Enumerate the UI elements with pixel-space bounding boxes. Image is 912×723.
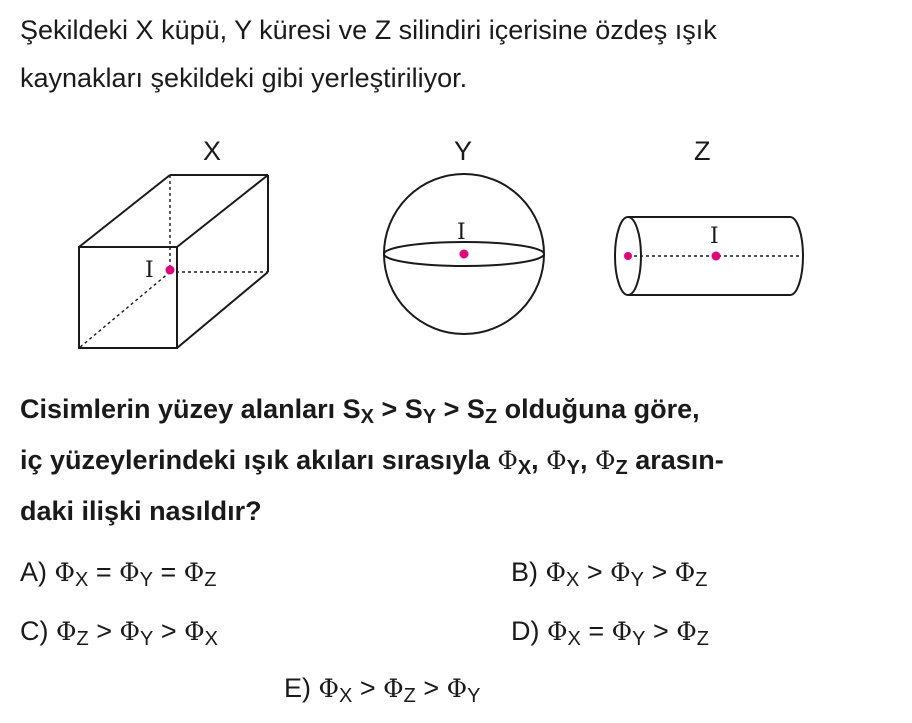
option-operator: > [645,616,677,646]
sphere-source-label: I [457,220,466,245]
phi-symbol: Φ [676,617,697,646]
option-operator: > [643,557,675,587]
phi-symbol: Φ [611,617,633,646]
cube-light-source [166,266,175,275]
cube-top-right-edge [177,175,268,247]
option-subscript: Y [139,569,153,591]
option-subscript: Z [695,569,708,591]
option-b[interactable] [511,556,707,591]
option-operator: > [352,673,384,703]
phi-symbol: Φ [56,617,77,646]
question-op-2: > S [436,394,485,424]
cube-figure [79,175,268,348]
phi-symbol: Φ [383,674,404,703]
option-subscript: Z [403,685,416,707]
phi-symbol: Φ [545,558,567,587]
cylinder-light-source [712,252,721,261]
intro-line-1: Şekildeki X küpü, Y küresi ve Z silindiri içerisine özdeş ışık [20,15,717,45]
sphere-label: Y [454,136,473,166]
sphere-light-source [460,250,469,259]
phi-symbol: Φ [119,617,141,646]
phi-symbol: Φ [674,558,696,587]
comma: , [580,445,596,475]
cylinder-figure [615,217,803,295]
cube-source-label: I [145,258,154,283]
subscript-phix: X [517,457,532,479]
option-operator: = [88,557,120,587]
phi-symbol: Φ [547,617,568,646]
cube-hidden-edges [79,175,268,348]
question-line-1-end: olduğuna göre, [497,394,700,424]
option-operator: > [579,557,611,587]
phi-symbol: Φ [595,446,616,475]
option-a[interactable] [20,556,216,591]
option-letter: D) [511,616,540,646]
option-subscript: X [339,685,353,707]
cube-bottom-right-edge [177,272,268,348]
option-subscript: Z [696,628,709,650]
option-operator: > [88,616,120,646]
phi-symbol: Φ [610,558,631,587]
subscript-sz: Z [484,406,498,428]
cube-front-face [79,247,177,348]
question-line-2-start: iç yüzeylerindeki ışık akıları sırasıyla [20,445,498,475]
option-subscript: Y [467,685,481,707]
option-letter: C) [20,616,49,646]
option-d[interactable] [511,615,709,650]
option-operator: = [580,616,612,646]
option-subscript: X [566,569,580,591]
option-operator: > [153,616,185,646]
cylinder-end-point [624,252,632,260]
subscript-phiy: Y [566,457,581,479]
option-subscript: Z [76,628,89,650]
cylinder-source-label: I [710,224,719,249]
question-line-3: daki ilişki nasıldır? [20,496,262,526]
option-operator: > [415,673,447,703]
question-line-2-end: arasın- [627,445,724,475]
option-c[interactable] [20,615,218,650]
question-line-1-start: Cisimlerin yüzey alanları S [20,394,361,424]
question-op-1: > S [374,394,423,424]
option-subscript: Z [204,569,217,591]
cube-top-left-edge [79,175,170,247]
option-subscript: X [204,628,218,650]
option-letter: A) [20,557,47,587]
option-subscript: Y [630,569,644,591]
intro-line-2: kaynakları şekildeki gibi yerleştiriliyor. [20,63,468,93]
phi-symbol: Φ [54,558,76,587]
comma: , [531,445,547,475]
subscript-phiz: Z [615,457,628,479]
option-letter: E) [284,673,311,703]
option-e[interactable] [284,672,480,707]
cylinder-label: Z [694,136,711,166]
subscript-sx: X [360,406,374,428]
phi-symbol: Φ [446,674,468,703]
option-operator: = [152,557,184,587]
phi-symbol: Φ [318,674,340,703]
phi-symbol: Φ [497,446,518,475]
cube-label: X [203,136,222,166]
phi-symbol: Φ [119,558,140,587]
option-subscript: X [567,628,581,650]
subscript-sy: Y [422,406,437,428]
option-subscript: Y [140,628,154,650]
phi-symbol: Φ [183,558,205,587]
option-letter: B) [511,557,538,587]
option-subscript: X [75,569,89,591]
option-subscript: Y [632,628,646,650]
phi-symbol: Φ [546,446,567,475]
question-text [20,385,900,535]
phi-symbol: Φ [184,617,205,646]
